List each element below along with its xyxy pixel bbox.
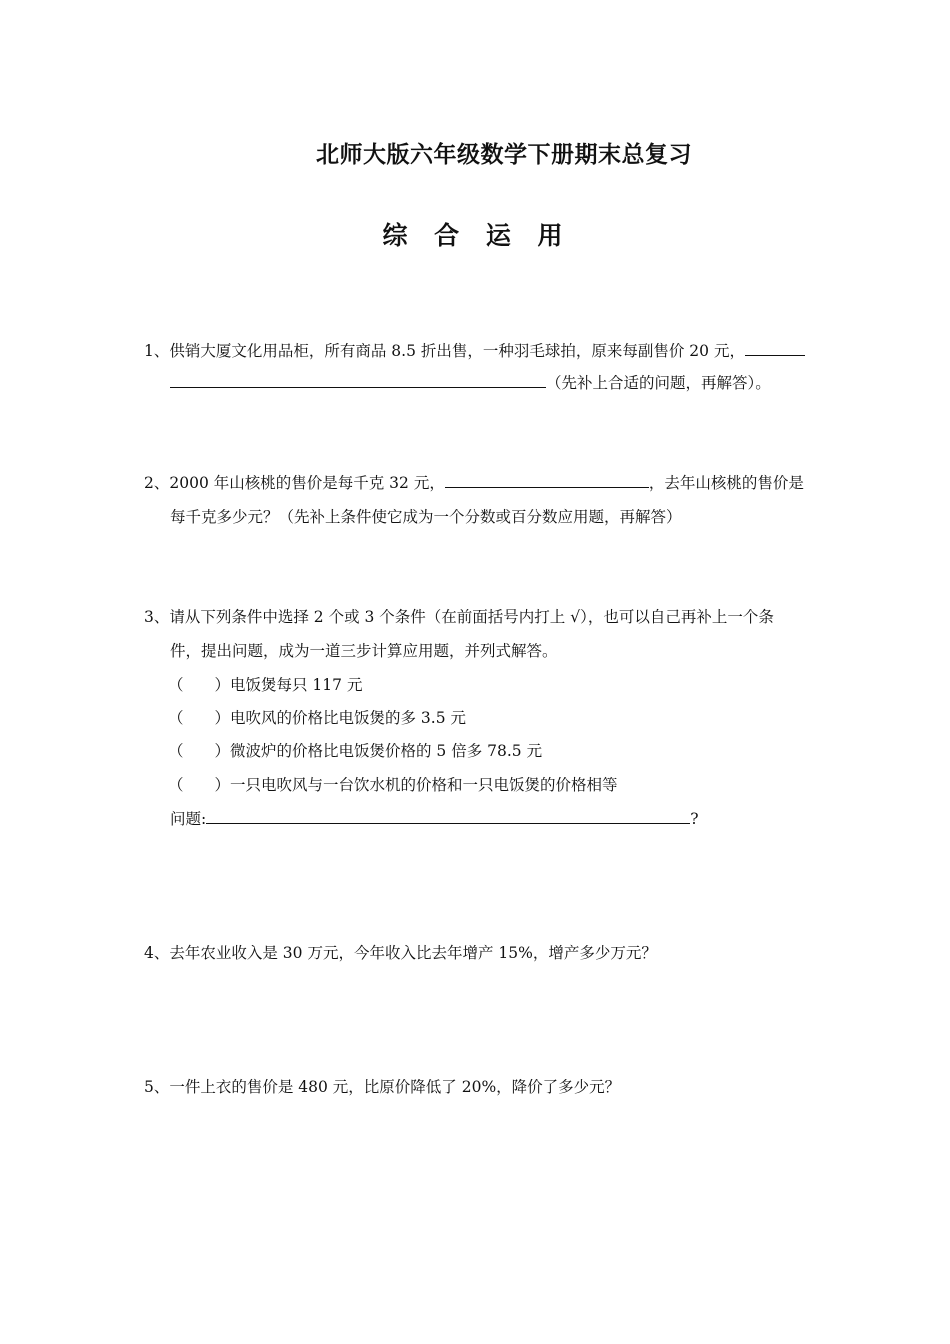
question-2-line-2: 每千克多少元？（先补上条件使它成为一个分数或百分数应用题，再解答） xyxy=(170,508,682,526)
question-3-question-blank[interactable] xyxy=(206,809,690,824)
question-2-text-prefix: 2、2000 年山核桃的售价是每千克 32 元， xyxy=(144,474,445,492)
question-1-line-2 xyxy=(170,373,771,393)
question-2-blank[interactable] xyxy=(445,473,649,488)
question-3-option-4[interactable]: （ ）一只电吹风与一台饮水机的价格和一只电饭煲的价格相等 xyxy=(168,776,618,794)
question-5-text: 5、一件上衣的售价是 480 元，比原价降低了 20%，降价了多少元？ xyxy=(144,1078,621,1096)
question-1-instruction: （先补上合适的问题，再解答）。 xyxy=(546,374,771,392)
question-3-option-3[interactable]: （ ）微波炉的价格比电饭煲价格的 5 倍多 78.5 元 xyxy=(168,742,543,760)
question-3-line-2: 件，提出问题，成为一道三步计算应用题，并列式解答。 xyxy=(170,642,558,660)
question-3-line-1: 3、请从下列条件中选择 2 个或 3 个条件（在前面括号内打上 √），也可以自己再补上一个条 xyxy=(144,608,774,626)
question-2-text-suffix: ，去年山核桃的售价是 xyxy=(648,474,804,492)
question-1-blank-a[interactable] xyxy=(745,341,805,356)
question-3-question-label: 问题: xyxy=(170,810,207,828)
page-title: 北师大版六年级数学下册期末总复习 xyxy=(316,142,692,168)
question-1-text: 1、供销大厦文化用品柜，所有商品 8.5 折出售，一种羽毛球拍，原来每副售价 20 元， xyxy=(144,342,745,360)
section-title: 综 合 运 用 xyxy=(382,221,572,250)
question-1-line-1 xyxy=(144,341,805,361)
question-4-text: 4、去年农业收入是 30 万元，今年收入比去年增产 15%，增产多少万元？ xyxy=(144,944,657,962)
question-3-option-1[interactable]: （ ）电饭煲每只 117 元 xyxy=(168,676,363,694)
question-3-option-2[interactable]: （ ）电吹风的价格比电饭煲的多 3.5 元 xyxy=(168,709,467,727)
question-3-question-line xyxy=(170,809,699,829)
question-3-question-mark: ? xyxy=(690,810,699,828)
question-1-blank-b[interactable] xyxy=(170,373,546,388)
question-2-line-1 xyxy=(144,473,804,493)
